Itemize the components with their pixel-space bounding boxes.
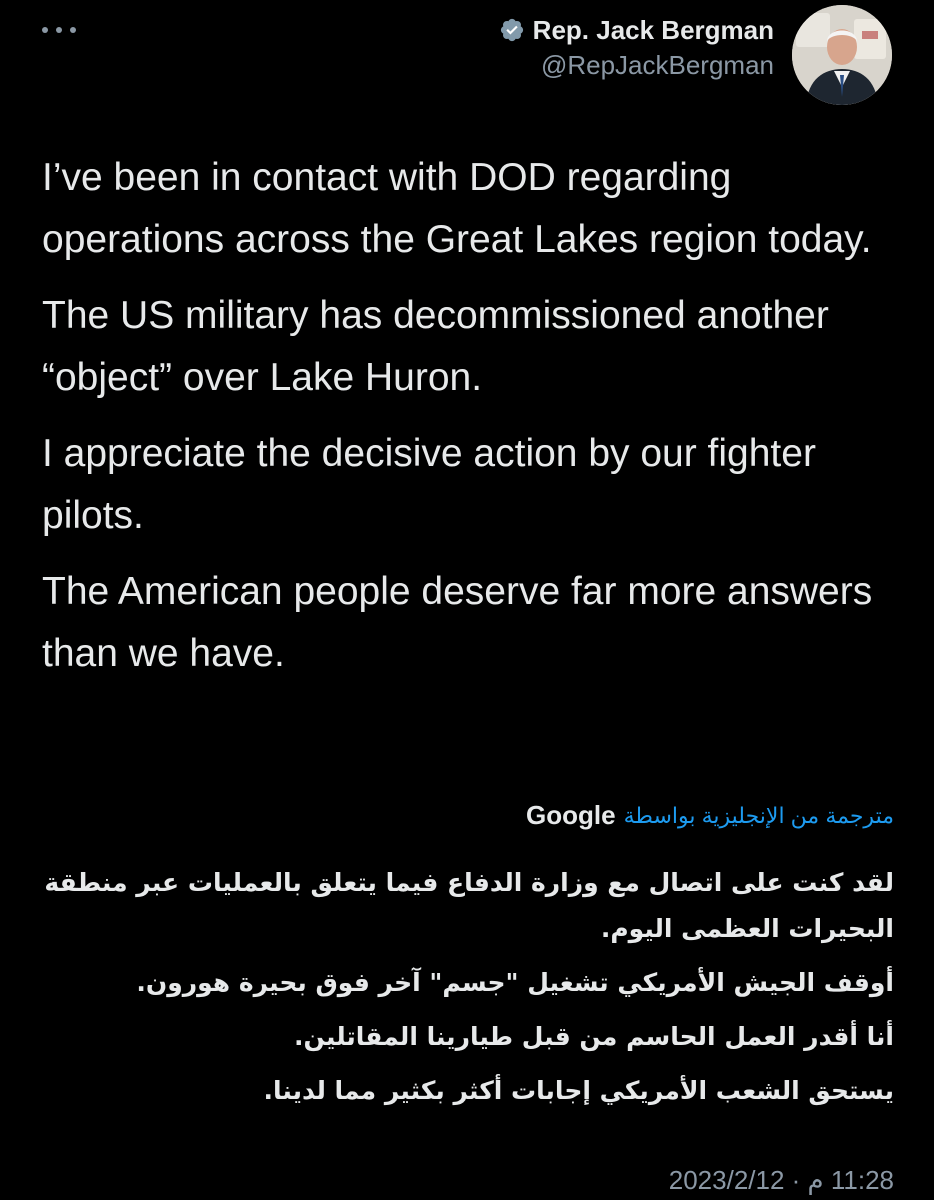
- tweet-paragraph: I appreciate the decisive action by our fighter pilots.: [42, 432, 816, 537]
- display-name[interactable]: Rep. Jack Bergman: [532, 14, 774, 45]
- tweet-paragraph: The American people deserve far more answers than we have.: [42, 570, 873, 675]
- more-dot-icon: [56, 27, 62, 33]
- tweet-text: [42, 147, 892, 699]
- name-row: [499, 12, 774, 48]
- tweet-paragraph: I’ve been in contact with DOD regarding operations across the Great Lakes region today.: [42, 156, 872, 261]
- avatar[interactable]: [792, 5, 892, 105]
- translated-paragraph: أنا أقدر العمل الحاسم من قبل طيارينا المقاتلين.: [294, 1022, 894, 1051]
- translation-attribution[interactable]: [526, 800, 894, 831]
- verified-badge-icon: [499, 17, 525, 43]
- translated-paragraph: أوقف الجيش الأمريكي تشغيل "جسم" آخر فوق بحيرة هورون.: [136, 968, 894, 997]
- translated-text: [34, 860, 894, 1122]
- tweet-timestamp[interactable]: 11:28 م · 2023/2/12: [668, 1165, 894, 1195]
- translated-paragraph: يستحق الشعب الأمريكي إجابات أكثر بكثير مما لدينا.: [263, 1076, 894, 1105]
- author-block: [499, 12, 774, 81]
- tweet-paragraph: The US military has decommissioned another “object” over Lake Huron.: [42, 294, 829, 399]
- google-logo: Google: [526, 800, 616, 830]
- more-dot-icon: [42, 27, 48, 33]
- user-handle[interactable]: @RepJackBergman: [540, 50, 774, 80]
- translation-attribution-label: مترجمة من الإنجليزية بواسطة: [623, 802, 894, 828]
- translated-paragraph: لقد كنت على اتصال مع وزارة الدفاع فيما يتعلق بالعمليات عبر منطقة البحيرات العظمى اليوم.: [44, 868, 894, 943]
- avatar-photo: [792, 5, 892, 105]
- more-dot-icon: [70, 27, 76, 33]
- more-options-button[interactable]: [42, 22, 76, 38]
